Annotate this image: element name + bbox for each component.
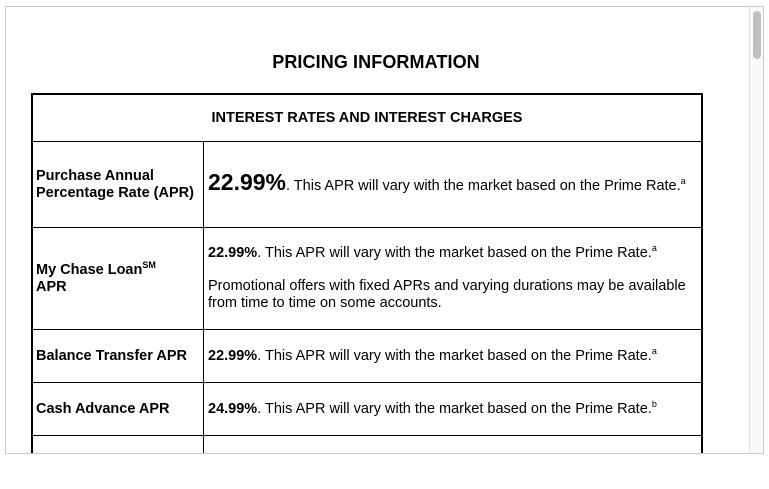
page-title: PRICING INFORMATION [272, 52, 480, 72]
rate-value: 24.99% [208, 400, 258, 417]
row-label [32, 228, 204, 330]
pricing-table [31, 93, 703, 454]
service-mark: SM [142, 259, 156, 270]
rate-description: . This APR will vary with the market based on the Prime Rate. [257, 245, 652, 261]
footnote-marker: a [651, 243, 657, 254]
table-header: INTEREST RATES AND INTEREST CHARGES [32, 94, 702, 142]
promo-note: Promotional offers with fixed APRs and varying durations may be available from time to time on some accounts. [208, 278, 686, 311]
rate-value: 22.99% [208, 347, 258, 364]
scrollbar-thumb[interactable] [753, 11, 761, 59]
row-label: Cash Advance APR [32, 383, 204, 436]
footnote-marker: b [651, 398, 657, 409]
table-header-row [32, 94, 702, 142]
row-value [204, 383, 703, 436]
table-row-my-chase-loan-apr [32, 228, 702, 330]
vertical-scrollbar[interactable] [749, 7, 763, 453]
row-value [204, 228, 703, 330]
footnote-marker: a [680, 176, 686, 187]
table-row-partial [32, 436, 702, 455]
table-row-cash-advance-apr [32, 383, 702, 436]
row-label-suffix: APR [36, 278, 67, 295]
table-row-purchase-apr [32, 142, 702, 228]
row-label [32, 436, 204, 455]
row-value [204, 330, 703, 383]
row-label: Balance Transfer APR [32, 330, 204, 383]
rate-value: 22.99% [208, 245, 258, 261]
row-label: Purchase Annual Percentage Rate (APR) [32, 142, 204, 228]
row-label-text: My Chase Loan [36, 261, 143, 278]
rate-line [208, 245, 697, 262]
document-viewer [5, 6, 764, 454]
table-row-balance-transfer-apr [32, 330, 702, 383]
rate-description: . This APR will vary with the market based on the Prime Rate. [286, 178, 681, 194]
row-value [204, 142, 703, 228]
rate-description: . This APR will vary with the market based on the Prime Rate. [257, 400, 652, 417]
footnote-marker: a [651, 345, 657, 356]
row-value [204, 436, 703, 455]
rate-value: 22.99% [208, 169, 287, 195]
rate-description: . This APR will vary with the market based on the Prime Rate. [257, 347, 652, 364]
